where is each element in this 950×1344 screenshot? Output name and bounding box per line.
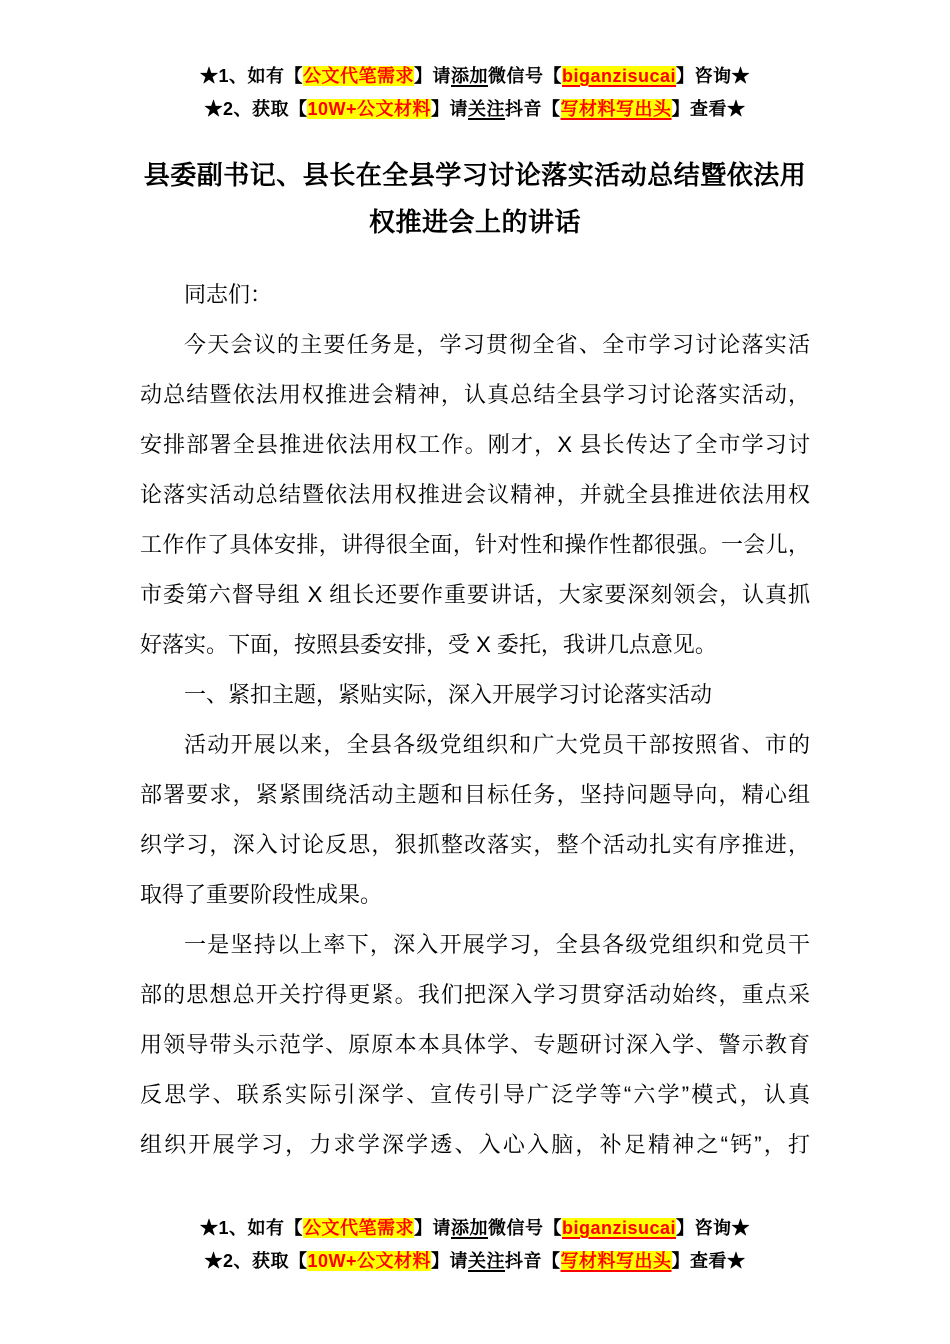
body-text-line: 一、紧扣主题，紧贴实际，深入开展学习讨论落实活动 — [184, 682, 713, 707]
underlined-text: 关注 — [468, 1251, 506, 1271]
body-text-line: 部的思想总开关拧得更紧。我们把深入学习贯穿活动始终，重点采 — [140, 982, 810, 1007]
promo-text: 】请 — [413, 1218, 451, 1238]
promo-text: 】请 — [413, 66, 451, 86]
promo-text: 】请 — [431, 1251, 469, 1271]
promo-text: 微信号【 — [487, 66, 562, 86]
underlined-text: 关注 — [468, 99, 506, 119]
body-text-line: 工作作了具体安排，讲得很全面，针对性和操作性都很强。一会儿， — [140, 532, 810, 557]
body-text-line: 组织开展学习，力求学深学透、入心入脑，补足精神之“钙”，打 — [140, 1132, 810, 1157]
promo-text: 微信号【 — [487, 1218, 562, 1238]
highlighted-link-text: 写材料写出头 — [560, 99, 672, 119]
body-text-line: 织学习，深入讨论反思，狠抓整改落实，整个活动扎实有序推进， — [140, 832, 810, 857]
body-text-line: 部署要求，紧紧围绕活动主题和目标任务，坚持问题导向，精心组 — [140, 782, 810, 807]
header-promo-banner — [0, 0, 950, 126]
body-text-line: 论落实活动总结暨依法用权推进会议精神，并就全县推进依法用权 — [140, 482, 810, 507]
document-body — [140, 270, 810, 1170]
body-text-line: 安排部署全县推进依法用权工作。刚才，X 县长传达了全市学习讨 — [140, 432, 810, 457]
promo-line — [0, 1245, 950, 1278]
body-text-line: 好落实。下面，按照县委安排，受 X 委托，我讲几点意见。 — [140, 632, 717, 657]
underlined-text: 添加 — [450, 1218, 488, 1238]
body-text-line: 市委第六督导组 X 组长还要作重要讲话，大家要深刻领会，认真抓 — [140, 582, 810, 607]
promo-text: 】请 — [431, 99, 469, 119]
highlighted-keyword: 公文代笔需求 — [302, 66, 414, 86]
body-text-line: 一是坚持以上率下，深入开展学习，全县各级党组织和党员干 — [184, 932, 810, 957]
highlighted-keyword: 10W+公文材料 — [307, 1251, 432, 1271]
promo-text: 】咨询★ — [676, 1218, 751, 1238]
body-text-line: 反思学、联系实际引深学、宣传引导广泛学等“六学”模式，认真 — [140, 1082, 810, 1107]
highlighted-keyword: 公文代笔需求 — [302, 1218, 414, 1238]
body-text-line: 活动开展以来，全县各级党组织和广大党员干部按照省、市的 — [184, 732, 810, 757]
underlined-text: 添加 — [450, 66, 488, 86]
body-text-line: 动总结暨依法用权推进会精神，认真总结全县学习讨论落实活动， — [140, 382, 810, 407]
document-title — [140, 152, 810, 246]
body-text-line: 用领导带头示范学、原原本本具体学、专题研讨深入学、警示教育 — [140, 1032, 810, 1057]
highlighted-link-text: 写材料写出头 — [560, 1251, 672, 1271]
promo-line — [0, 1212, 950, 1245]
footer-promo-banner — [0, 1212, 950, 1278]
body-text-line: 今天会议的主要任务是，学习贯彻全省、全市学习讨论落实活 — [184, 332, 810, 357]
promo-text: 】查看★ — [671, 1251, 746, 1271]
body-text-line: 取得了重要阶段性成果。 — [140, 882, 383, 907]
promo-text: 】咨询★ — [676, 66, 751, 86]
promo-text: 抖音【 — [505, 99, 561, 119]
promo-text: ★1、如有【 — [199, 66, 303, 86]
promo-text: ★1、如有【 — [199, 1218, 303, 1238]
promo-text: 抖音【 — [505, 1251, 561, 1271]
promo-text: ★2、获取【 — [204, 1251, 308, 1271]
title-line: 权推进会上的讲话 — [368, 207, 581, 237]
promo-line — [0, 60, 950, 93]
promo-line — [0, 93, 950, 126]
title-line: 县委副书记、县长在全县学习讨论落实活动总结暨依法用 — [143, 160, 807, 190]
promo-text: 】查看★ — [671, 99, 746, 119]
promo-text: ★2、获取【 — [204, 99, 308, 119]
body-text-line: 同志们： — [184, 282, 273, 307]
highlighted-link-text: biganzisucai — [561, 66, 677, 86]
highlighted-keyword: 10W+公文材料 — [307, 99, 432, 119]
highlighted-link-text: biganzisucai — [561, 1218, 677, 1238]
